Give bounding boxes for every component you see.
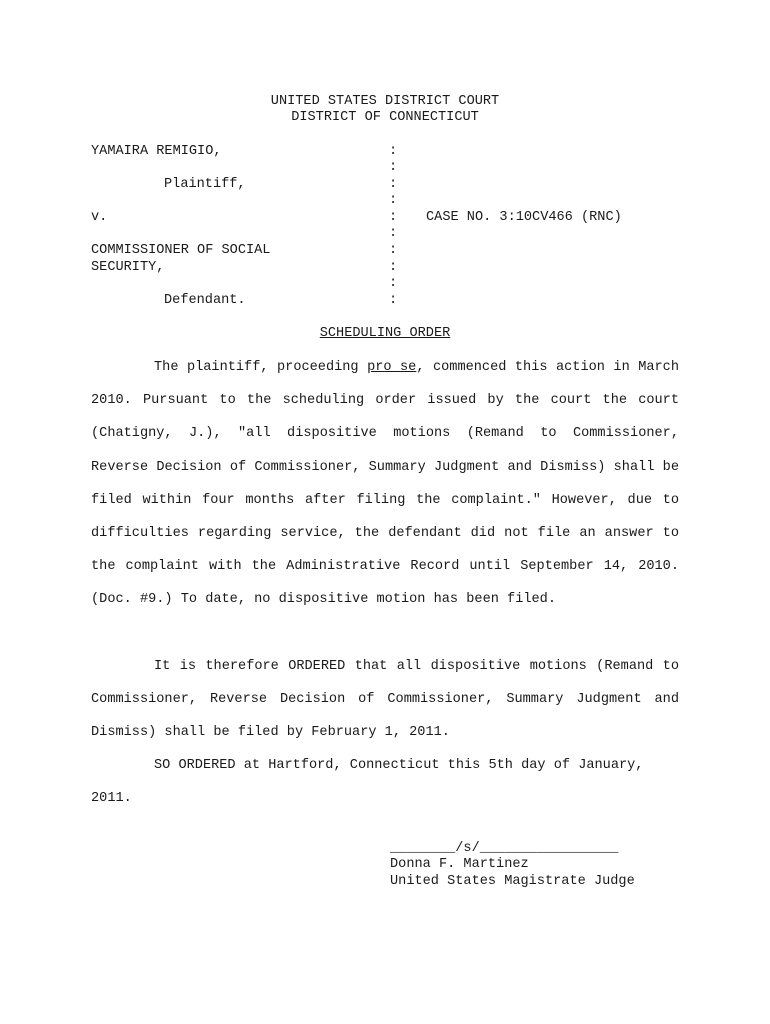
paragraph-background: [91, 351, 679, 617]
caption-separator: :: [389, 260, 398, 275]
court-name: UNITED STATES DISTRICT COURT: [270, 94, 500, 109]
caption-separator: :: [389, 210, 398, 225]
case-number: CASE NO. 3:10CV466 (RNC): [426, 210, 622, 225]
paragraph-so-ordered: SO ORDERED at Hartford, Connecticut this 5th day of January, 2011.: [91, 758, 644, 807]
signature-line: ________/s/_________________: [390, 841, 619, 856]
caption-separator: :: [389, 193, 398, 208]
defendant-name-line1: COMMISSIONER OF SOCIAL: [91, 243, 271, 258]
document-title: SCHEDULING ORDER: [319, 326, 451, 341]
defendant-name-line2: SECURITY,: [91, 260, 165, 275]
caption-separator: :: [389, 177, 398, 192]
caption-separator: :: [389, 276, 398, 291]
paragraph-text: The plaintiff, proceeding: [154, 360, 368, 375]
caption-separator: :: [389, 226, 398, 241]
caption-separator: :: [389, 243, 398, 258]
signatory-name: Donna F. Martinez: [390, 857, 529, 872]
caption-separator: :: [389, 160, 398, 175]
versus-label: v.: [91, 210, 108, 225]
pro-se-term: pro se: [367, 360, 417, 375]
plaintiff-name: YAMAIRA REMIGIO,: [91, 144, 222, 159]
signatory-title: United States Magistrate Judge: [390, 874, 635, 889]
caption-separator: :: [389, 293, 398, 308]
plaintiff-role: Plaintiff,: [164, 177, 246, 192]
paragraph-order: It is therefore ORDERED that all dispositive motions (Remand to Commissioner, Reverse Decision of Commissioner, Summary Judgment and Dismiss) shall be filed by February 1, 2011.: [91, 659, 679, 741]
court-district: DISTRICT OF CONNECTICUT: [291, 110, 479, 125]
defendant-role: Defendant.: [164, 293, 246, 308]
caption-separator: :: [389, 144, 398, 159]
paragraph-text: , commenced this action in March 2010. Pursuant to the scheduling order issued by the court the court (Chatigny, J.), "all dispositive motions (Remand to Commissioner, Reverse Decision of Commissioner, Summary Judgment and Dismiss) shall be filed within four months after filing the complaint." However, due to difficulties regarding service, the defendant did not file an answer to the complaint with the Administrative Record until September 14, 2010. (Doc. #9.) To date, no dispositive motion has been filed.: [91, 360, 679, 608]
